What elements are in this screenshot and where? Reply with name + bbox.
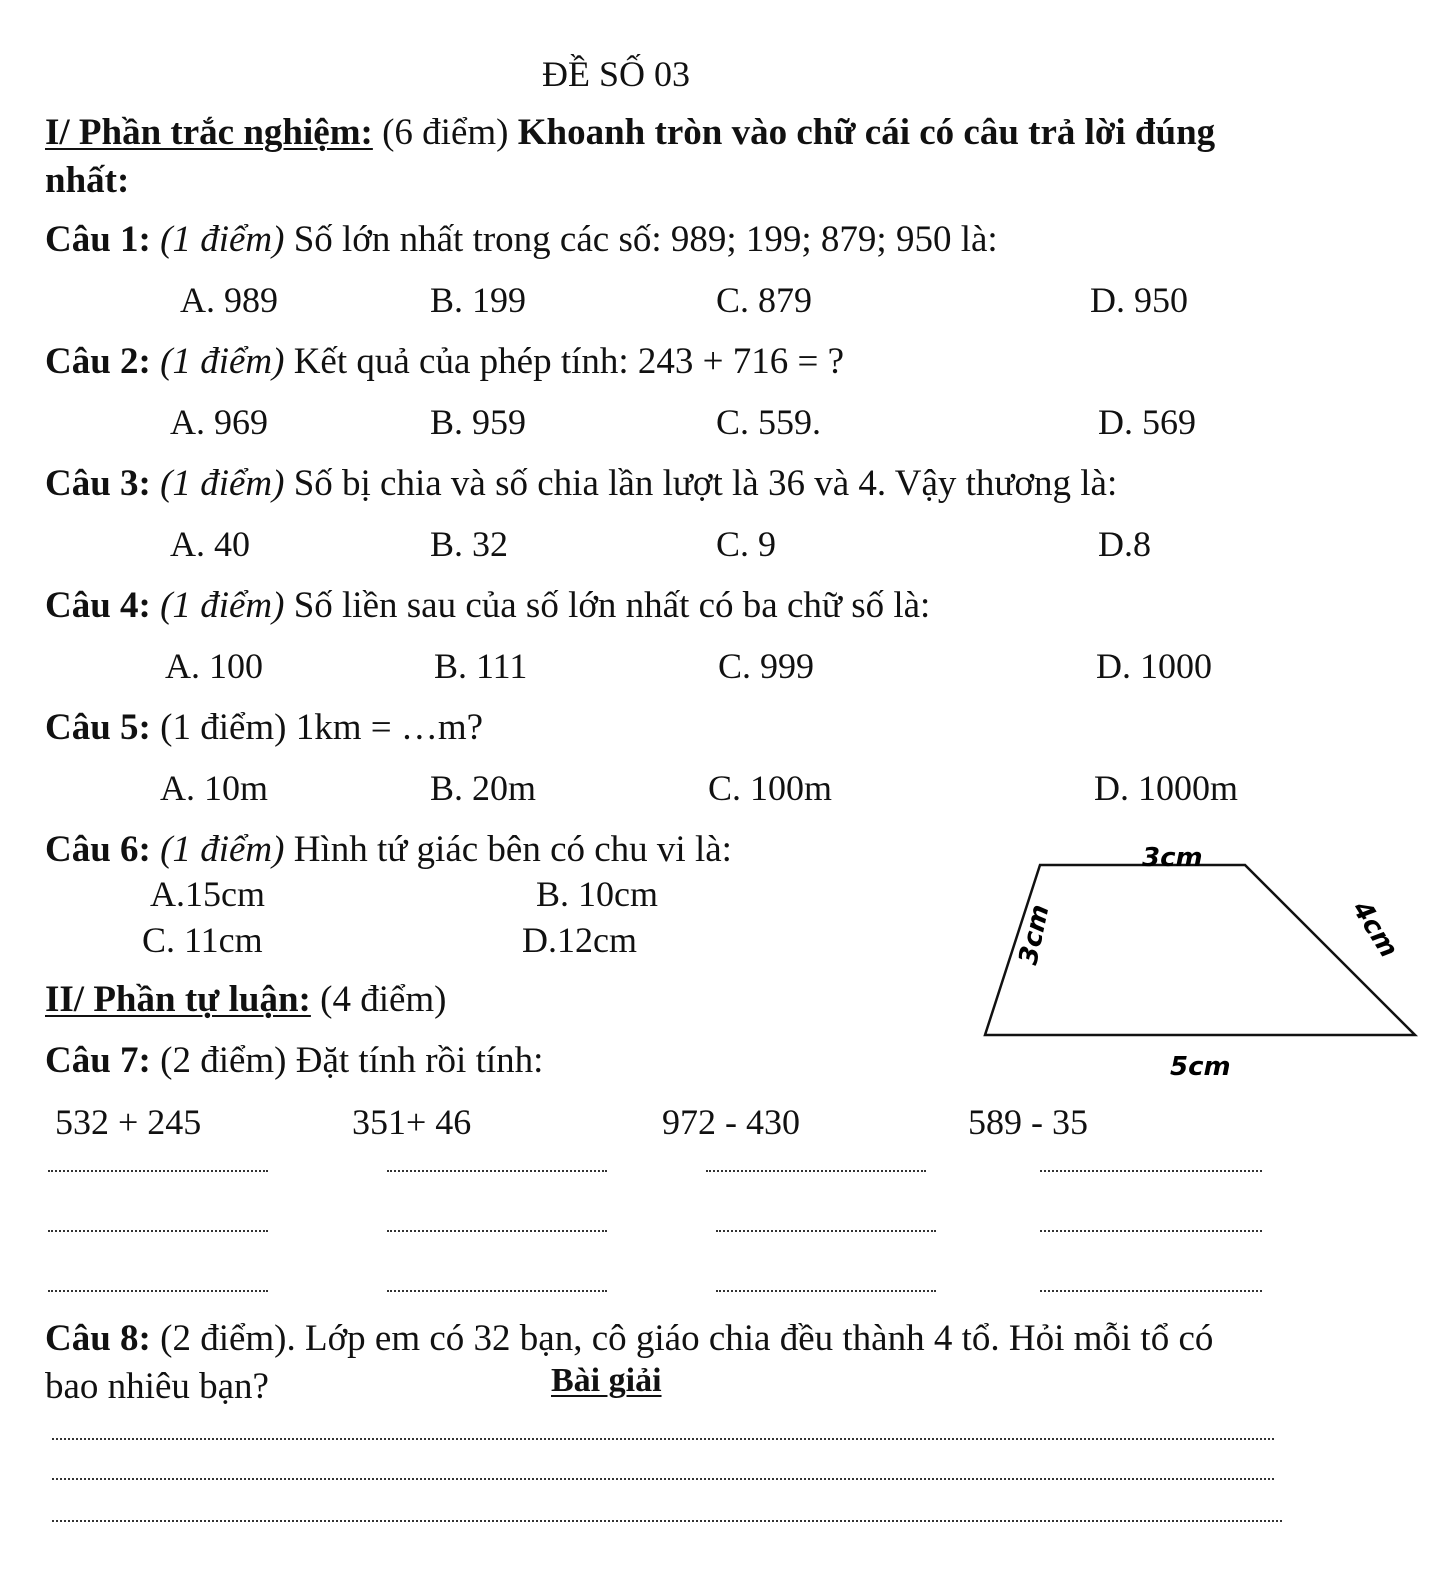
answer-line[interactable] — [716, 1230, 936, 1232]
question-2 — [45, 341, 844, 383]
option-5c[interactable]: C. 100m — [708, 768, 833, 808]
option-3d[interactable]: D.8 — [1098, 524, 1151, 564]
question-label: Câu 7: — [45, 1040, 151, 1081]
question-text: Số bị chia và số chia lần lượt là 36 và 4. Vậy thương là: — [293, 463, 1118, 504]
answer-line[interactable] — [387, 1170, 607, 1172]
option-2c[interactable]: C. 559. — [716, 402, 822, 442]
question-label: Câu 8: — [45, 1318, 151, 1359]
expression-1: 532 + 245 — [55, 1102, 202, 1142]
quadrilateral-figure — [960, 840, 1430, 1090]
option-2a[interactable]: A. 969 — [170, 402, 268, 442]
question-points: (1 điểm) — [150, 829, 294, 870]
answer-line[interactable] — [1040, 1230, 1262, 1232]
solution-line[interactable] — [52, 1520, 1282, 1522]
answer-line[interactable] — [716, 1290, 936, 1292]
part1-heading-line — [45, 112, 1215, 154]
option-6c[interactable]: C. 11cm — [142, 920, 263, 960]
question-text: Số lớn nhất trong các số: 989; 199; 879; 950 là: — [293, 219, 998, 260]
option-4c[interactable]: C. 999 — [718, 646, 815, 686]
question-7 — [45, 1040, 543, 1082]
option-6a[interactable]: A.15cm — [150, 874, 265, 914]
question-points: (1 điểm) — [150, 219, 294, 260]
question-1 — [45, 219, 998, 261]
quadrilateral-shape — [985, 865, 1415, 1035]
solution-heading — [551, 1362, 662, 1400]
option-1d[interactable]: D. 950 — [1090, 280, 1188, 320]
option-4a[interactable]: A. 100 — [165, 646, 263, 686]
question-text: Hình tứ giác bên có chu vi là: — [293, 829, 732, 870]
option-6b[interactable]: B. 10cm — [536, 874, 658, 914]
expression-2: 351+ 46 — [352, 1102, 472, 1142]
question-points: (1 điểm) — [150, 707, 296, 748]
question-8 — [45, 1318, 1213, 1360]
question-text: Kết quả của phép tính: 243 + 716 = ? — [293, 341, 845, 382]
option-5a[interactable]: A. 10m — [160, 768, 268, 808]
option-1b[interactable]: B. 199 — [430, 280, 527, 320]
question-label: Câu 2: — [45, 341, 151, 382]
option-5b[interactable]: B. 20m — [430, 768, 537, 808]
solution-line[interactable] — [52, 1438, 1274, 1440]
part2-heading: II/ Phần tự luận: — [45, 979, 311, 1020]
bottom-side-label: 5cm — [1170, 1052, 1231, 1082]
question-label: Câu 6: — [45, 829, 151, 870]
page-title: ĐỀ SỐ 03 — [542, 54, 691, 94]
answer-line[interactable] — [1040, 1290, 1262, 1292]
question-6 — [45, 829, 732, 871]
answer-line[interactable] — [387, 1290, 607, 1292]
question-text: 1km = …m? — [295, 707, 484, 748]
answer-line[interactable] — [48, 1170, 268, 1172]
option-1a[interactable]: A. 989 — [180, 280, 278, 320]
part2-points: (4 điểm) — [310, 979, 447, 1020]
expression-3: 972 - 430 — [662, 1102, 800, 1142]
solution-line[interactable] — [52, 1478, 1274, 1480]
answer-line[interactable] — [706, 1170, 926, 1172]
question-text: Số liền sau của số lớn nhất có ba chữ số là: — [293, 585, 931, 626]
answer-line[interactable] — [1040, 1170, 1262, 1172]
part1-instruction-2: nhất: — [45, 160, 130, 201]
question-points: (1 điểm) — [150, 585, 294, 626]
question-8-cont: bao nhiêu bạn? — [45, 1366, 269, 1407]
part2-heading-line — [45, 979, 447, 1021]
option-3c[interactable]: C. 9 — [716, 524, 777, 564]
question-points: (1 điểm) — [150, 463, 294, 504]
question-text: (2 điểm). Lớp em có 32 bạn, cô giáo chia đều thành 4 tổ. Hỏi mỗi tổ có — [150, 1318, 1214, 1359]
question-3 — [45, 463, 1117, 505]
option-2b[interactable]: B. 959 — [430, 402, 527, 442]
expression-4: 589 - 35 — [968, 1102, 1088, 1142]
right-side-label: 4cm — [1346, 895, 1404, 964]
option-2d[interactable]: D. 569 — [1098, 402, 1196, 442]
option-5d[interactable]: D. 1000m — [1094, 768, 1238, 808]
question-label: Câu 3: — [45, 463, 151, 504]
top-side-label: 3cm — [1142, 843, 1203, 873]
answer-line[interactable] — [48, 1290, 268, 1292]
option-3b[interactable]: B. 32 — [430, 524, 509, 564]
option-3a[interactable]: A. 40 — [170, 524, 250, 564]
question-points: (1 điểm) — [150, 341, 294, 382]
option-6d[interactable]: D.12cm — [522, 920, 637, 960]
part1-instruction-cont — [45, 160, 129, 202]
answer-line[interactable] — [48, 1230, 268, 1232]
question-4 — [45, 585, 930, 627]
question-label: Câu 5: — [45, 707, 151, 748]
option-4d[interactable]: D. 1000 — [1096, 646, 1212, 686]
part1-instruction: Khoanh tròn vào chữ cái có câu trả lời đúng — [517, 112, 1216, 153]
question-5 — [45, 707, 483, 749]
left-side-label: 3cm — [1013, 901, 1056, 968]
question-text: (2 điểm) Đặt tính rồi tính: — [150, 1040, 544, 1081]
question-label: Câu 4: — [45, 585, 151, 626]
option-4b[interactable]: B. 111 — [434, 646, 528, 686]
solution-heading-text: Bài giải — [551, 1362, 662, 1399]
option-1c[interactable]: C. 879 — [716, 280, 813, 320]
part1-points: (6 điểm) — [372, 112, 518, 153]
question-label: Câu 1: — [45, 219, 151, 260]
part1-heading: I/ Phần trắc nghiệm: — [45, 112, 373, 153]
answer-line[interactable] — [387, 1230, 607, 1232]
